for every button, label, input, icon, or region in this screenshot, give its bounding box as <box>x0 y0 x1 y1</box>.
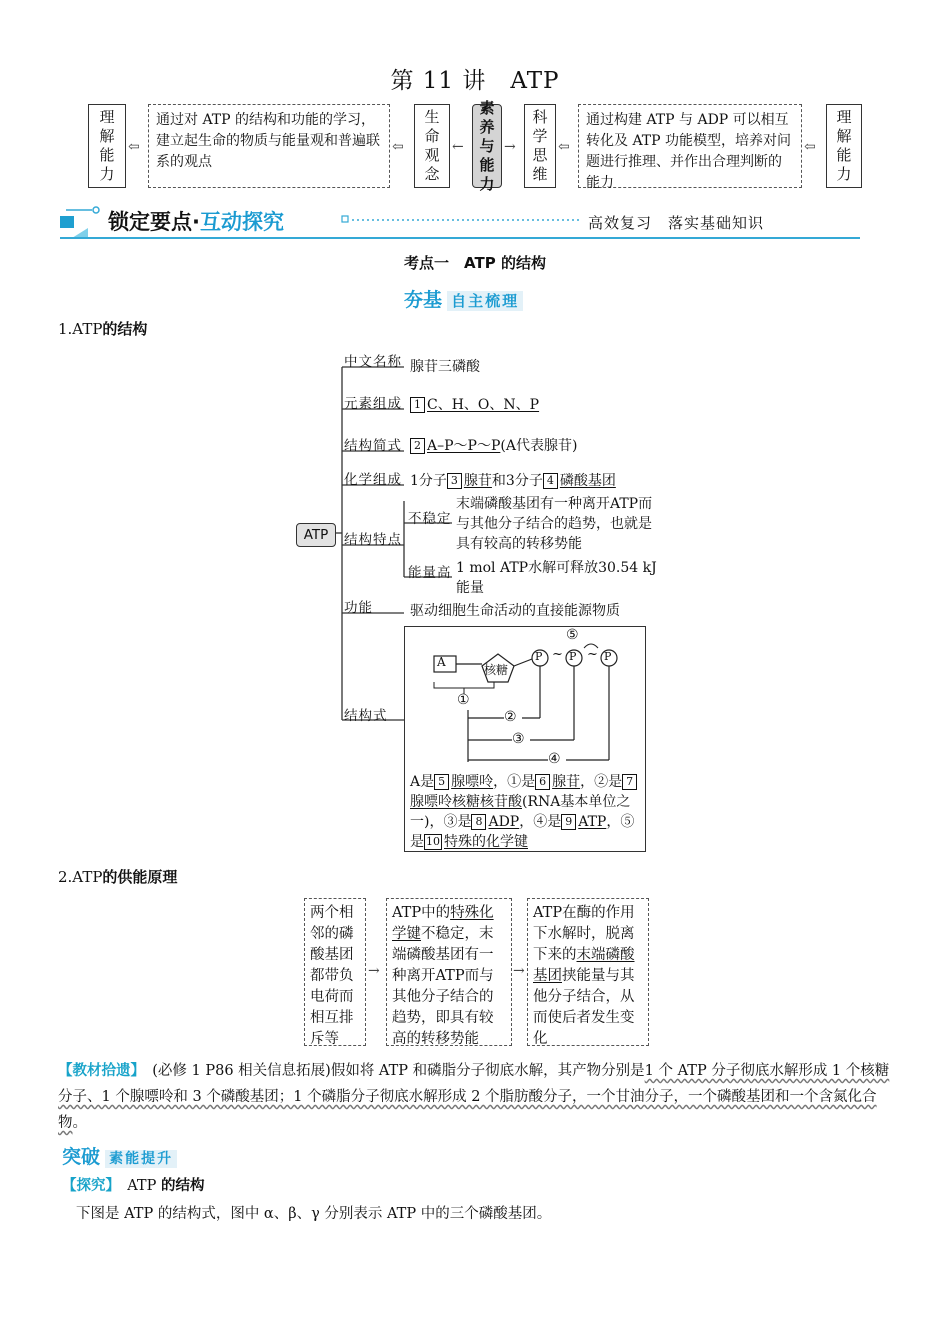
diagram-circle-3: ③ <box>512 731 525 747</box>
arrow-left-1: ⇦ <box>128 139 140 155</box>
diagram-p2: P <box>569 650 577 663</box>
diagram-circle-2: ② <box>504 709 517 725</box>
chem-answer-1: 腺苷 <box>463 473 492 489</box>
value-chem <box>410 471 616 491</box>
value-unstable: 末端磷酸基团有一种离开ATP而与其他分子结合的趋势，也就是具有较高的转移势能 <box>456 496 653 552</box>
right-ability-box <box>826 104 862 188</box>
left-desc-text: 通过对 ATP 的结构和功能的学习，建立起生命的物质与能量观和普遍联系的观点 <box>156 112 380 170</box>
blank-number-9: 9 <box>561 814 576 830</box>
structure-caption <box>410 772 646 852</box>
breakthrough-a: 突破 <box>62 1146 101 1168</box>
section2-title-text: 的供能原理 <box>102 868 178 886</box>
brief-note: (A代表腺苷) <box>500 438 578 454</box>
banner-square-icon <box>60 216 74 228</box>
label-chem: 化学组成 <box>344 472 402 488</box>
label-feature: 结构特点 <box>344 532 402 548</box>
science-thinking-box <box>524 104 556 188</box>
explore-text: 下图是 ATP 的结构式，图中 α、β、γ 分别表示 ATP 中的三个磷酸基团。 <box>76 1206 552 1222</box>
explore-title: 的结构 <box>160 1178 205 1194</box>
arrow-left-2: ⇦ <box>392 139 404 155</box>
banner-title <box>108 206 284 236</box>
map-root-atp: ATP <box>296 523 336 547</box>
label-function: 功能 <box>344 600 373 616</box>
explore-tag: 【探究】 <box>62 1178 113 1194</box>
elements-answer: C、H、O、N、P <box>427 397 540 413</box>
sub-banner-b: 自主梳理 <box>447 291 523 311</box>
caption-answer-5: 腺嘌呤 <box>451 774 494 790</box>
caption-answer-7: 腺嘌呤核糖核苷酸 <box>410 794 522 810</box>
textbook-tag: 【教材拾遗】 <box>58 1063 138 1079</box>
diagram-p3: P <box>604 650 612 663</box>
principle-box-2-a: ATP中的 <box>392 905 451 921</box>
right-desc-box <box>578 104 802 191</box>
principle-box-3-a: ATP在酶的作用下水解时，脱离下来的 <box>533 905 635 963</box>
center-literacy-box <box>472 98 502 193</box>
principle-arrow-1: → <box>368 963 380 979</box>
caption-answer-10: 特殊的化学键 <box>444 834 528 850</box>
banner-triangle-icon <box>72 228 88 238</box>
principle-box-2 <box>386 898 512 1046</box>
label-formula: 结构式 <box>344 708 388 724</box>
section2-title <box>58 866 177 887</box>
principle-box-2-b: 不稳定，末端磷酸基团有一种离开ATP而与其他分子结合的趋势，即具有较高的转移势能 <box>392 926 494 1047</box>
blank-number-8: 8 <box>471 814 486 830</box>
arrow-center-right: → <box>504 139 516 155</box>
arrow-right-1: ⇦ <box>558 139 570 155</box>
explore-heading <box>62 1176 204 1197</box>
banner-title-black: 锁定要点 <box>108 210 192 234</box>
blank-number-5: 5 <box>434 774 449 790</box>
left-ability-box <box>88 104 126 188</box>
chem-answer-2: 磷酸基团 <box>559 473 616 489</box>
banner-title-blue: 互动探究 <box>199 210 284 234</box>
caption-t2: ，①是 <box>493 774 536 790</box>
section1-title-num: 1.ATP <box>58 320 103 338</box>
caption-t5: ，④是 <box>519 814 562 830</box>
arrow-right-2: ⇦ <box>804 139 816 155</box>
principle-box-3-b: 挟能量与其他分子结合，从而使后者发生变化 <box>533 968 635 1047</box>
diagram-circle-5: ⑤ <box>566 627 579 643</box>
page-title: 第 11 讲 ATP <box>390 68 560 94</box>
principle-box-1 <box>304 898 366 1046</box>
principle-box-2-underline: 特殊化学键 <box>392 905 494 942</box>
caption-t4: (RNA基本单位之一)，③是 <box>410 794 631 830</box>
breakthrough-b: 素能提升 <box>105 1150 177 1168</box>
value-function: 驱动细胞生命活动的直接能源物质 <box>410 603 620 619</box>
sub-banner-a: 夯基 <box>404 289 443 311</box>
sub-banner <box>404 285 523 312</box>
blank-number-6: 6 <box>535 774 550 790</box>
diagram-tilde-1: ~ <box>552 647 563 662</box>
principle-box-3-underline: 末端磷酸基团 <box>533 947 635 984</box>
blank-number-7: 7 <box>622 774 637 790</box>
section1-title <box>58 318 147 339</box>
blank-number-2: 2 <box>410 438 425 454</box>
diagram-ribose: 核糖 <box>484 663 509 677</box>
caption-answer-6: 腺苷 <box>552 774 581 790</box>
topic-heading: 考点一 ATP 的结构 <box>404 254 546 272</box>
textbook-note <box>58 1058 902 1136</box>
principle-box-1-text: 两个相邻的磷酸基团都带负电荷而相互排斥等 <box>310 905 354 1047</box>
principle-box-3 <box>527 898 649 1046</box>
diagram-circle-4: ④ <box>548 751 561 767</box>
label-elements: 元素组成 <box>344 396 402 412</box>
blank-number-4: 4 <box>543 473 558 489</box>
banner-small-square-icon <box>342 216 348 222</box>
value-high-energy: 1 mol ATP水解可释放30.54 kJ能量 <box>456 560 657 596</box>
chem-pre: 1分子 <box>410 473 447 489</box>
right-ability-label: 理解能力 <box>836 108 852 183</box>
atp-structure-diagram <box>404 626 646 776</box>
chem-mid: 和3分子 <box>491 473 543 489</box>
textbook-answer: 1 个 ATP 分子彻底水解形成 1 个核糖分子、1 个腺嘌呤和 3 个磷酸基团；1 个磷脂分子彻底水解形成 2 个脂肪酸分子，一个甘油分子，一个磷酸基团和一个含氮化合物 <box>58 1063 890 1131</box>
caption-t3: ，②是 <box>580 774 623 790</box>
diagram-tilde-2: ~ <box>587 647 598 662</box>
label-brief: 结构简式 <box>344 438 402 454</box>
textbook-source: (必修 1 P86 相关信息拓展) <box>152 1063 331 1079</box>
brief-answer: A–P～P～P <box>427 438 501 454</box>
life-concept-box <box>414 104 450 188</box>
science-thinking-label: 科学思维 <box>532 108 548 183</box>
banner-dot: · <box>192 210 200 234</box>
caption-t1: A是 <box>410 774 435 790</box>
caption-answer-9: ATP <box>578 814 607 830</box>
left-desc-box <box>148 104 390 188</box>
right-desc-text: 通过构建 ATP 与 ADP 可以相互转化及 ATP 功能模型，培养对问题进行推理、并作出合理判断的能力 <box>586 112 792 191</box>
section1-title-text: 的结构 <box>102 320 148 338</box>
textbook-end: 。 <box>72 1115 87 1131</box>
caption-t6: ，⑤是 <box>410 814 635 850</box>
diagram-a: A <box>437 655 446 669</box>
diagram-p1: P <box>535 650 543 663</box>
caption-answer-8: ADP <box>488 814 520 830</box>
diagram-circle-1: ① <box>457 692 470 708</box>
value-cn-name: 腺苷三磷酸 <box>410 359 480 375</box>
value-brief <box>410 436 577 456</box>
label-cn-name: 中文名称 <box>344 354 402 370</box>
life-concept-label: 生命观念 <box>424 108 440 183</box>
left-ability-label: 理解能力 <box>99 108 115 183</box>
principle-arrow-2: → <box>513 963 525 979</box>
value-elements <box>410 395 539 415</box>
blank-number-3: 3 <box>447 473 462 489</box>
banner-circle-icon <box>93 207 99 213</box>
textbook-text-a: 假如将 ATP 和磷脂分子彻底水解，其产物分别是 <box>330 1063 645 1079</box>
breakthrough-banner <box>62 1142 177 1169</box>
banner-right-text: 高效复习 落实基础知识 <box>588 214 765 232</box>
blank-number-1: 1 <box>410 397 425 413</box>
blank-number-10: 10 <box>426 835 440 848</box>
section2-title-num: 2.ATP <box>58 868 103 886</box>
label-high-energy: 能量高 <box>408 565 452 581</box>
arrow-center-left: ← <box>452 139 464 155</box>
label-unstable: 不稳定 <box>408 511 452 527</box>
explore-title-num: ATP <box>127 1178 161 1194</box>
center-literacy-label: 素养与能力 <box>479 98 495 193</box>
